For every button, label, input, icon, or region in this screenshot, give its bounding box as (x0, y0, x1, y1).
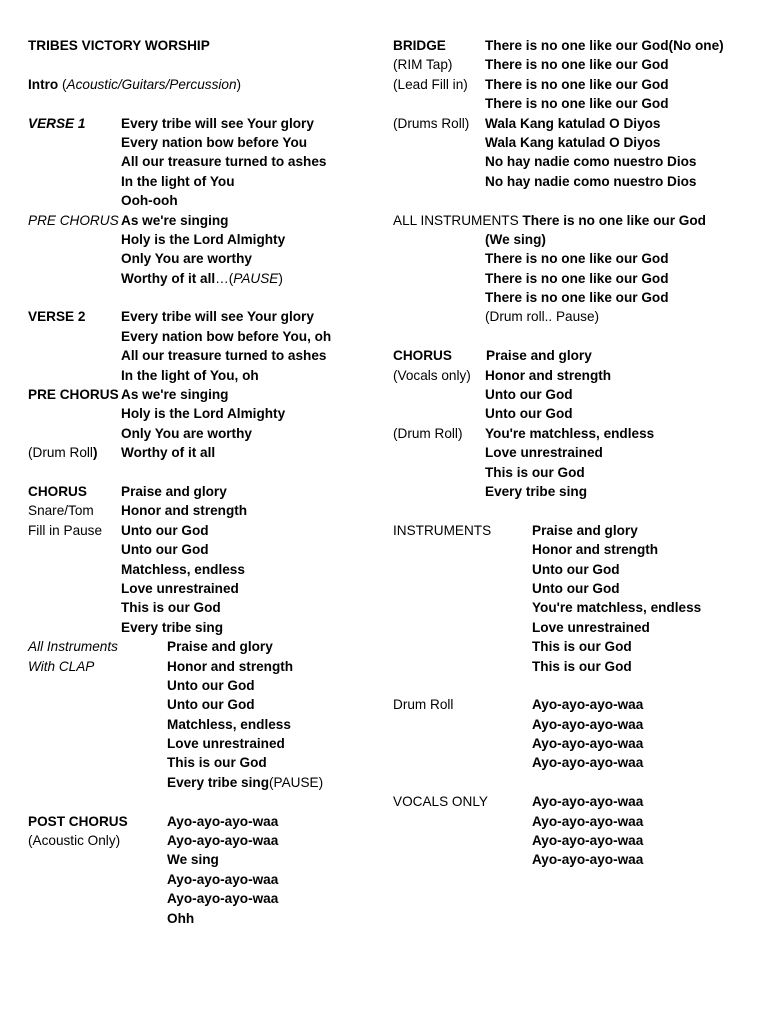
lyric-line: Ohh (167, 910, 195, 926)
intro-line (28, 75, 388, 94)
allinstruments-label: ALL INSTRUMENTS (393, 212, 519, 228)
lyric-line: As we're singing (121, 212, 229, 228)
intro-label: Intro (28, 76, 59, 92)
lyric-line: Ayo-ayo-ayo-waa (532, 852, 644, 868)
lyric-line: You're matchless, endless (485, 425, 655, 441)
lyric-line: Unto our God (121, 522, 209, 538)
lyric-line: Unto our God (121, 542, 209, 558)
prechorus2-label: PRE CHORUS (28, 387, 119, 403)
chorus3-line (393, 482, 763, 501)
chorus3-line (393, 424, 763, 443)
performance-note: (Drum Roll) (393, 425, 463, 441)
lyric-line: This is our God (532, 639, 632, 655)
bridge-line (393, 114, 763, 133)
spacer (393, 191, 763, 210)
instruments-line (393, 540, 763, 559)
intro-close: ) (236, 76, 242, 92)
spacer (393, 501, 763, 520)
lyric-line: Love unrestrained (167, 736, 285, 752)
chorus2-line (28, 715, 388, 734)
song-title: TRIBES VICTORY WORSHIP (28, 38, 210, 53)
lyric-line: Ayo-ayo-ayo-waa (167, 871, 279, 887)
lyric-line: Matchless, endless (121, 561, 245, 577)
instruments-line (393, 521, 763, 540)
chorus2-line (28, 657, 388, 676)
lyric-line: As we're singing (121, 387, 229, 403)
lyric-line: Every tribe sing (485, 483, 587, 499)
left-column (28, 36, 388, 928)
chorus1-line (28, 560, 388, 579)
performance-note: (Drums Roll) (393, 115, 470, 131)
allinstruments-line (393, 269, 763, 288)
lyric-line: Unto our God (532, 561, 620, 577)
vocalsonly-line (393, 831, 763, 850)
prechorus2-line (28, 443, 388, 462)
lyric-line: There is no one like our God (485, 57, 669, 73)
performance-note: (Lead Fill in) (393, 76, 468, 92)
prechorus1-line (28, 269, 388, 288)
postchorus-line (28, 831, 388, 850)
lyric-line: Ayo-ayo-ayo-waa (167, 891, 279, 907)
lyric-line: There is no one like our God (485, 270, 669, 286)
lyric-line: Every tribe sing (167, 774, 269, 790)
instruments-line (393, 579, 763, 598)
allinstruments-line (393, 211, 763, 230)
postchorus-line (28, 812, 388, 831)
verse1-label: VERSE 1 (28, 115, 86, 131)
performance-note: All Instruments (28, 639, 118, 655)
drumroll-line (393, 695, 763, 714)
pause-note: PAUSE (233, 270, 279, 286)
lyric-line: Ayo-ayo-ayo-waa (167, 813, 279, 829)
postchorus-label: POST CHORUS (28, 813, 128, 829)
verse1-line (28, 172, 388, 191)
lyric-line: There is no one like our God (485, 96, 669, 112)
prechorus1-line (28, 230, 388, 249)
lyric-line: Ooh-ooh (121, 193, 178, 209)
verse2-line (28, 327, 388, 346)
lyric-line: Matchless, endless (167, 716, 291, 732)
performance-note: (Vocals only) (393, 367, 471, 383)
lyric-line: Ayo-ayo-ayo-waa (167, 833, 279, 849)
bridge-line (393, 94, 763, 113)
performance-note: Snare/Tom (28, 503, 94, 519)
lyric-line: Only You are worthy (121, 425, 252, 441)
lyric-line: Unto our God (167, 697, 255, 713)
performance-note: With CLAP (28, 658, 95, 674)
lyric-line: Every nation bow before You (121, 134, 308, 150)
pause-close: ) (278, 270, 283, 286)
chorus2-line (28, 676, 388, 695)
lyric-line: Ayo-ayo-ayo-waa (532, 755, 644, 771)
chorus3-line (393, 443, 763, 462)
prechorus2-line (28, 385, 388, 404)
verse1-line (28, 191, 388, 210)
chorus3-line (393, 463, 763, 482)
spacer (28, 792, 388, 811)
verse2-line (28, 307, 388, 326)
verse1-line (28, 152, 388, 171)
vocalsonly-label: VOCALS ONLY (393, 794, 488, 810)
lyric-line: Unto our God (485, 387, 573, 403)
bridge-label: BRIDGE (393, 38, 446, 53)
lyric-line: Every tribe sing (121, 619, 223, 635)
chorus1-label: CHORUS (28, 483, 87, 499)
lyric-line: Worthy of it all (121, 445, 216, 461)
spacer (28, 55, 388, 74)
vocalsonly-line (393, 792, 763, 811)
lyric-line: This is our God (121, 600, 221, 616)
spacer (393, 676, 763, 695)
lyric-line: Love unrestrained (532, 619, 650, 635)
chorus3-line (393, 404, 763, 423)
pause-note: (PAUSE) (269, 774, 324, 790)
spacer (28, 94, 388, 113)
performance-note: Fill in Pause (28, 522, 103, 538)
lyric-line: Ayo-ayo-ayo-waa (532, 697, 644, 713)
prechorus1-label: PRE CHORUS (28, 212, 119, 228)
performance-note: (Acoustic Only) (28, 833, 121, 849)
bridge-line (393, 152, 763, 171)
verse1-line (28, 133, 388, 152)
drum-roll-close: ) (92, 445, 98, 461)
lyric-line: All our treasure turned to ashes (121, 348, 327, 364)
lyric-line: Every nation bow before You, oh (121, 328, 332, 344)
instruments-line (393, 618, 763, 637)
lyric-line: Ayo-ayo-ayo-waa (532, 736, 644, 752)
lyric-line: No hay nadie como nuestro Dios (485, 154, 697, 170)
spacer (28, 288, 388, 307)
lyric-line: Honor and strength (167, 658, 294, 674)
chorus2-line (28, 637, 388, 656)
prechorus1-line (28, 249, 388, 268)
chorus1-line (28, 540, 388, 559)
lyric-line: There is no one like our God (485, 251, 669, 267)
chorus1-line (28, 482, 388, 501)
drumroll-line (393, 753, 763, 772)
chorus2-line (28, 734, 388, 753)
lyric-line: Ayo-ayo-ayo-waa (532, 716, 644, 732)
lyric-line: This is our God (167, 755, 267, 771)
lyric-line: Holy is the Lord Almighty (121, 231, 286, 247)
bridge-line (393, 36, 763, 55)
lyric-line: In the light of You, oh (121, 367, 259, 383)
lyric-line: There is no one like our God (522, 212, 706, 228)
postchorus-line (28, 889, 388, 908)
lyric-line: No hay nadie como nuestro Dios (485, 173, 697, 189)
instruments-label: INSTRUMENTS (393, 522, 492, 538)
intro-open: ( (58, 76, 67, 92)
song-title-line (28, 36, 388, 55)
verse2-line (28, 346, 388, 365)
bridge-line (393, 172, 763, 191)
lyric-line: Every tribe will see Your glory (121, 309, 314, 325)
chorus2-line (28, 695, 388, 714)
lyric-line: Ayo-ayo-ayo-waa (532, 833, 644, 849)
drumroll-line (393, 715, 763, 734)
lyric-line: Wala Kang katulad O Diyos (485, 134, 661, 150)
pause-open: …( (215, 270, 234, 286)
lyric-line: Praise and glory (121, 483, 227, 499)
lyric-line: Holy is the Lord Almighty (121, 406, 286, 422)
performance-note: (Drum roll.. Pause) (485, 309, 600, 325)
chorus1-line (28, 521, 388, 540)
chorus3-line (393, 366, 763, 385)
chorus3-line (393, 346, 763, 365)
right-column (393, 36, 763, 870)
chorus2-line (28, 773, 388, 792)
prechorus2-line (28, 404, 388, 423)
chorus2-line (28, 753, 388, 772)
drum-roll-note: (Drum Roll (28, 445, 93, 461)
bridge-line (393, 55, 763, 74)
lyric-line: Unto our God (167, 677, 255, 693)
allinstruments-line (393, 230, 763, 249)
prechorus1-line (28, 211, 388, 230)
spacer (393, 773, 763, 792)
spacer (393, 327, 763, 346)
lyric-line: Unto our God (532, 580, 620, 596)
postchorus-line (28, 870, 388, 889)
lyric-line: This is our God (485, 464, 585, 480)
instruments-line (393, 560, 763, 579)
lyric-line: All our treasure turned to ashes (121, 154, 327, 170)
lyric-line: Honor and strength (121, 503, 248, 519)
allinstruments-line (393, 288, 763, 307)
lyric-line: In the light of You (121, 173, 235, 189)
chorus3-line (393, 385, 763, 404)
lyric-line: You're matchless, endless (532, 600, 702, 616)
verse1-line (28, 114, 388, 133)
instruments-line (393, 637, 763, 656)
lyric-line: Worthy of it all (121, 270, 216, 286)
bridge-line (393, 133, 763, 152)
lyric-line: There is no one like our God(No one) (485, 38, 724, 53)
lyric-line: Wala Kang katulad O Diyos (485, 115, 661, 131)
drumroll-label: Drum Roll (393, 697, 454, 713)
postchorus-line (28, 909, 388, 928)
lyric-line: There is no one like our God (485, 290, 669, 306)
lyric-line: Every tribe will see Your glory (121, 115, 314, 131)
lyric-line: Honor and strength (485, 367, 612, 383)
lyric-line: We sing (167, 852, 219, 868)
lyric-line: Love unrestrained (121, 580, 239, 596)
lyric-line: Love unrestrained (485, 445, 603, 461)
lyric-line: Ayo-ayo-ayo-waa (532, 813, 644, 829)
prechorus2-line (28, 424, 388, 443)
bridge-line (393, 75, 763, 94)
lyric-line: This is our God (532, 658, 632, 674)
chorus1-line (28, 618, 388, 637)
instruments-line (393, 657, 763, 676)
performance-note: (RIM Tap) (393, 57, 453, 73)
chorus3-label: CHORUS (393, 348, 452, 364)
lyric-line: Praise and glory (167, 639, 273, 655)
verse2-label: VERSE 2 (28, 309, 86, 325)
verse2-line (28, 366, 388, 385)
lyric-line: Praise and glory (532, 522, 638, 538)
intro-detail: Acoustic/Guitars/Percussion (66, 76, 237, 92)
chorus1-line (28, 598, 388, 617)
drumroll-line (393, 734, 763, 753)
spacer (28, 463, 388, 482)
lyric-line: Ayo-ayo-ayo-waa (532, 794, 644, 810)
chorus1-line (28, 579, 388, 598)
postchorus-line (28, 850, 388, 869)
vocalsonly-line (393, 812, 763, 831)
lyric-line: Praise and glory (486, 348, 592, 364)
chorus1-line (28, 501, 388, 520)
allinstruments-line (393, 307, 763, 326)
lyric-line: Honor and strength (532, 542, 659, 558)
lyric-line: Only You are worthy (121, 251, 252, 267)
lyric-line: There is no one like our God (485, 76, 669, 92)
instruments-line (393, 598, 763, 617)
allinstruments-line (393, 249, 763, 268)
vocalsonly-line (393, 850, 763, 869)
lyric-line: Unto our God (485, 406, 573, 422)
lyric-line: (We sing) (485, 231, 546, 247)
